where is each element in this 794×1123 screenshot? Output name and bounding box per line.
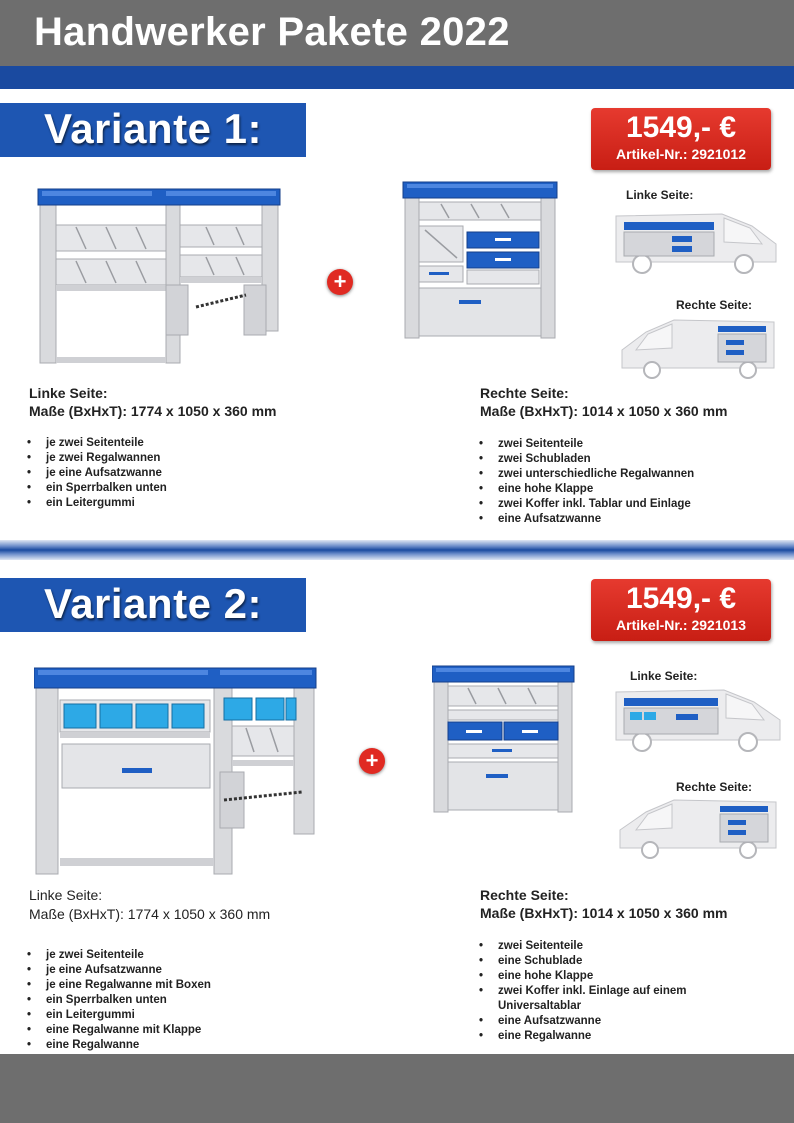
variant-2-van-right-caption: Rechte Seite: <box>676 780 753 794</box>
variant-2-van-left-image <box>612 674 784 754</box>
list-item: • je zwei Seitenteile <box>26 948 211 963</box>
list-item: • zwei unterschiedliche Regalwannen <box>478 467 694 482</box>
variant-1-banner <box>0 103 306 157</box>
variant-1-right-feature-list <box>478 437 694 527</box>
list-item: • je eine Regalwanne mit Boxen <box>26 978 211 993</box>
list-item: • eine Aufsatzwanne <box>478 1014 728 1029</box>
variant-1-plus-icon: + <box>327 269 353 295</box>
variant-1-van-right-image <box>618 306 778 380</box>
variant-1-van-right-caption: Rechte Seite: <box>676 298 753 312</box>
header-blue-band <box>0 66 794 89</box>
list-item: • je zwei Seitenteile <box>26 436 167 451</box>
variant-1-right-title: Rechte Seite: <box>480 385 569 401</box>
footer-bar <box>0 1054 794 1123</box>
list-item: • je eine Aufsatzwanne <box>26 963 211 978</box>
page-title: Handwerker Pakete 2022 <box>34 10 510 54</box>
variant-2-right-shelf-image <box>432 664 576 814</box>
list-item: • eine Aufsatzwanne <box>478 512 694 527</box>
variant-1-left-shelf-image <box>36 185 284 365</box>
list-item: • zwei Koffer inkl. Einlage auf einem Universaltablar <box>478 984 728 1014</box>
variant-2-price: 1549,- € <box>625 582 737 615</box>
list-item: • zwei Seitenteile <box>478 939 728 954</box>
list-item: • eine Schublade <box>478 954 728 969</box>
list-item: • eine Regalwanne <box>478 1029 728 1044</box>
variant-2-left-title: Linke Seite: <box>29 887 103 903</box>
variant-1-right-dimensions: Maße (BxHxT): 1014 x 1050 x 360 mm <box>480 403 728 419</box>
list-item: • zwei Schubladen <box>478 452 694 467</box>
variant-2-price-box <box>591 579 771 641</box>
variant-1-left-feature-list <box>26 436 167 511</box>
list-item: • je eine Aufsatzwanne <box>26 466 167 481</box>
list-item: • ein Leitergummi <box>26 496 167 511</box>
header-bar <box>0 0 794 66</box>
variant-1-price-box <box>591 108 771 170</box>
variant-1-right-shelf-image <box>401 180 561 340</box>
list-item: • zwei Koffer inkl. Tablar und Einlage <box>478 497 694 512</box>
variant-2-van-right-image <box>616 786 780 862</box>
variant-2-left-shelf-image <box>34 664 318 876</box>
variant-1-van-left-caption: Linke Seite: <box>626 188 694 202</box>
variant-2-right-dimensions: Maße (BxHxT): 1014 x 1050 x 360 mm <box>480 905 728 921</box>
variant-1-article-number: Artikel-Nr.: 2921012 <box>616 146 746 162</box>
variant-1-title: Variante 1: <box>44 105 262 152</box>
list-item: • ein Sperrbalken unten <box>26 481 167 496</box>
list-item: • eine Regalwanne <box>26 1038 211 1053</box>
section-divider <box>0 540 794 560</box>
variant-2-banner <box>0 578 306 632</box>
variant-2-van-left-caption: Linke Seite: <box>630 669 698 683</box>
variant-2-right-title: Rechte Seite: <box>480 887 569 903</box>
list-item: • je zwei Regalwannen <box>26 451 167 466</box>
list-item: • zwei Seitenteile <box>478 437 694 452</box>
variant-2-right-feature-list <box>478 939 728 1044</box>
list-item: • eine hohe Klappe <box>478 969 728 984</box>
variant-2-plus-icon: + <box>359 748 385 774</box>
variant-2-title: Variante 2: <box>44 580 262 627</box>
variant-1-left-dimensions: Maße (BxHxT): 1774 x 1050 x 360 mm <box>29 403 277 419</box>
variant-1-price: 1549,- € <box>625 111 737 144</box>
list-item: • eine Regalwanne mit Klappe <box>26 1023 211 1038</box>
list-item: • ein Leitergummi <box>26 1008 211 1023</box>
variant-1-left-title: Linke Seite: <box>29 385 108 401</box>
variant-2-left-dimensions: Maße (BxHxT): 1774 x 1050 x 360 mm <box>29 906 271 922</box>
variant-2-left-feature-list <box>26 948 211 1053</box>
variant-2-article-number: Artikel-Nr.: 2921013 <box>616 617 746 633</box>
list-item: • eine hohe Klappe <box>478 482 694 497</box>
variant-1-van-left-image <box>612 196 780 276</box>
list-item: • ein Sperrbalken unten <box>26 993 211 1008</box>
